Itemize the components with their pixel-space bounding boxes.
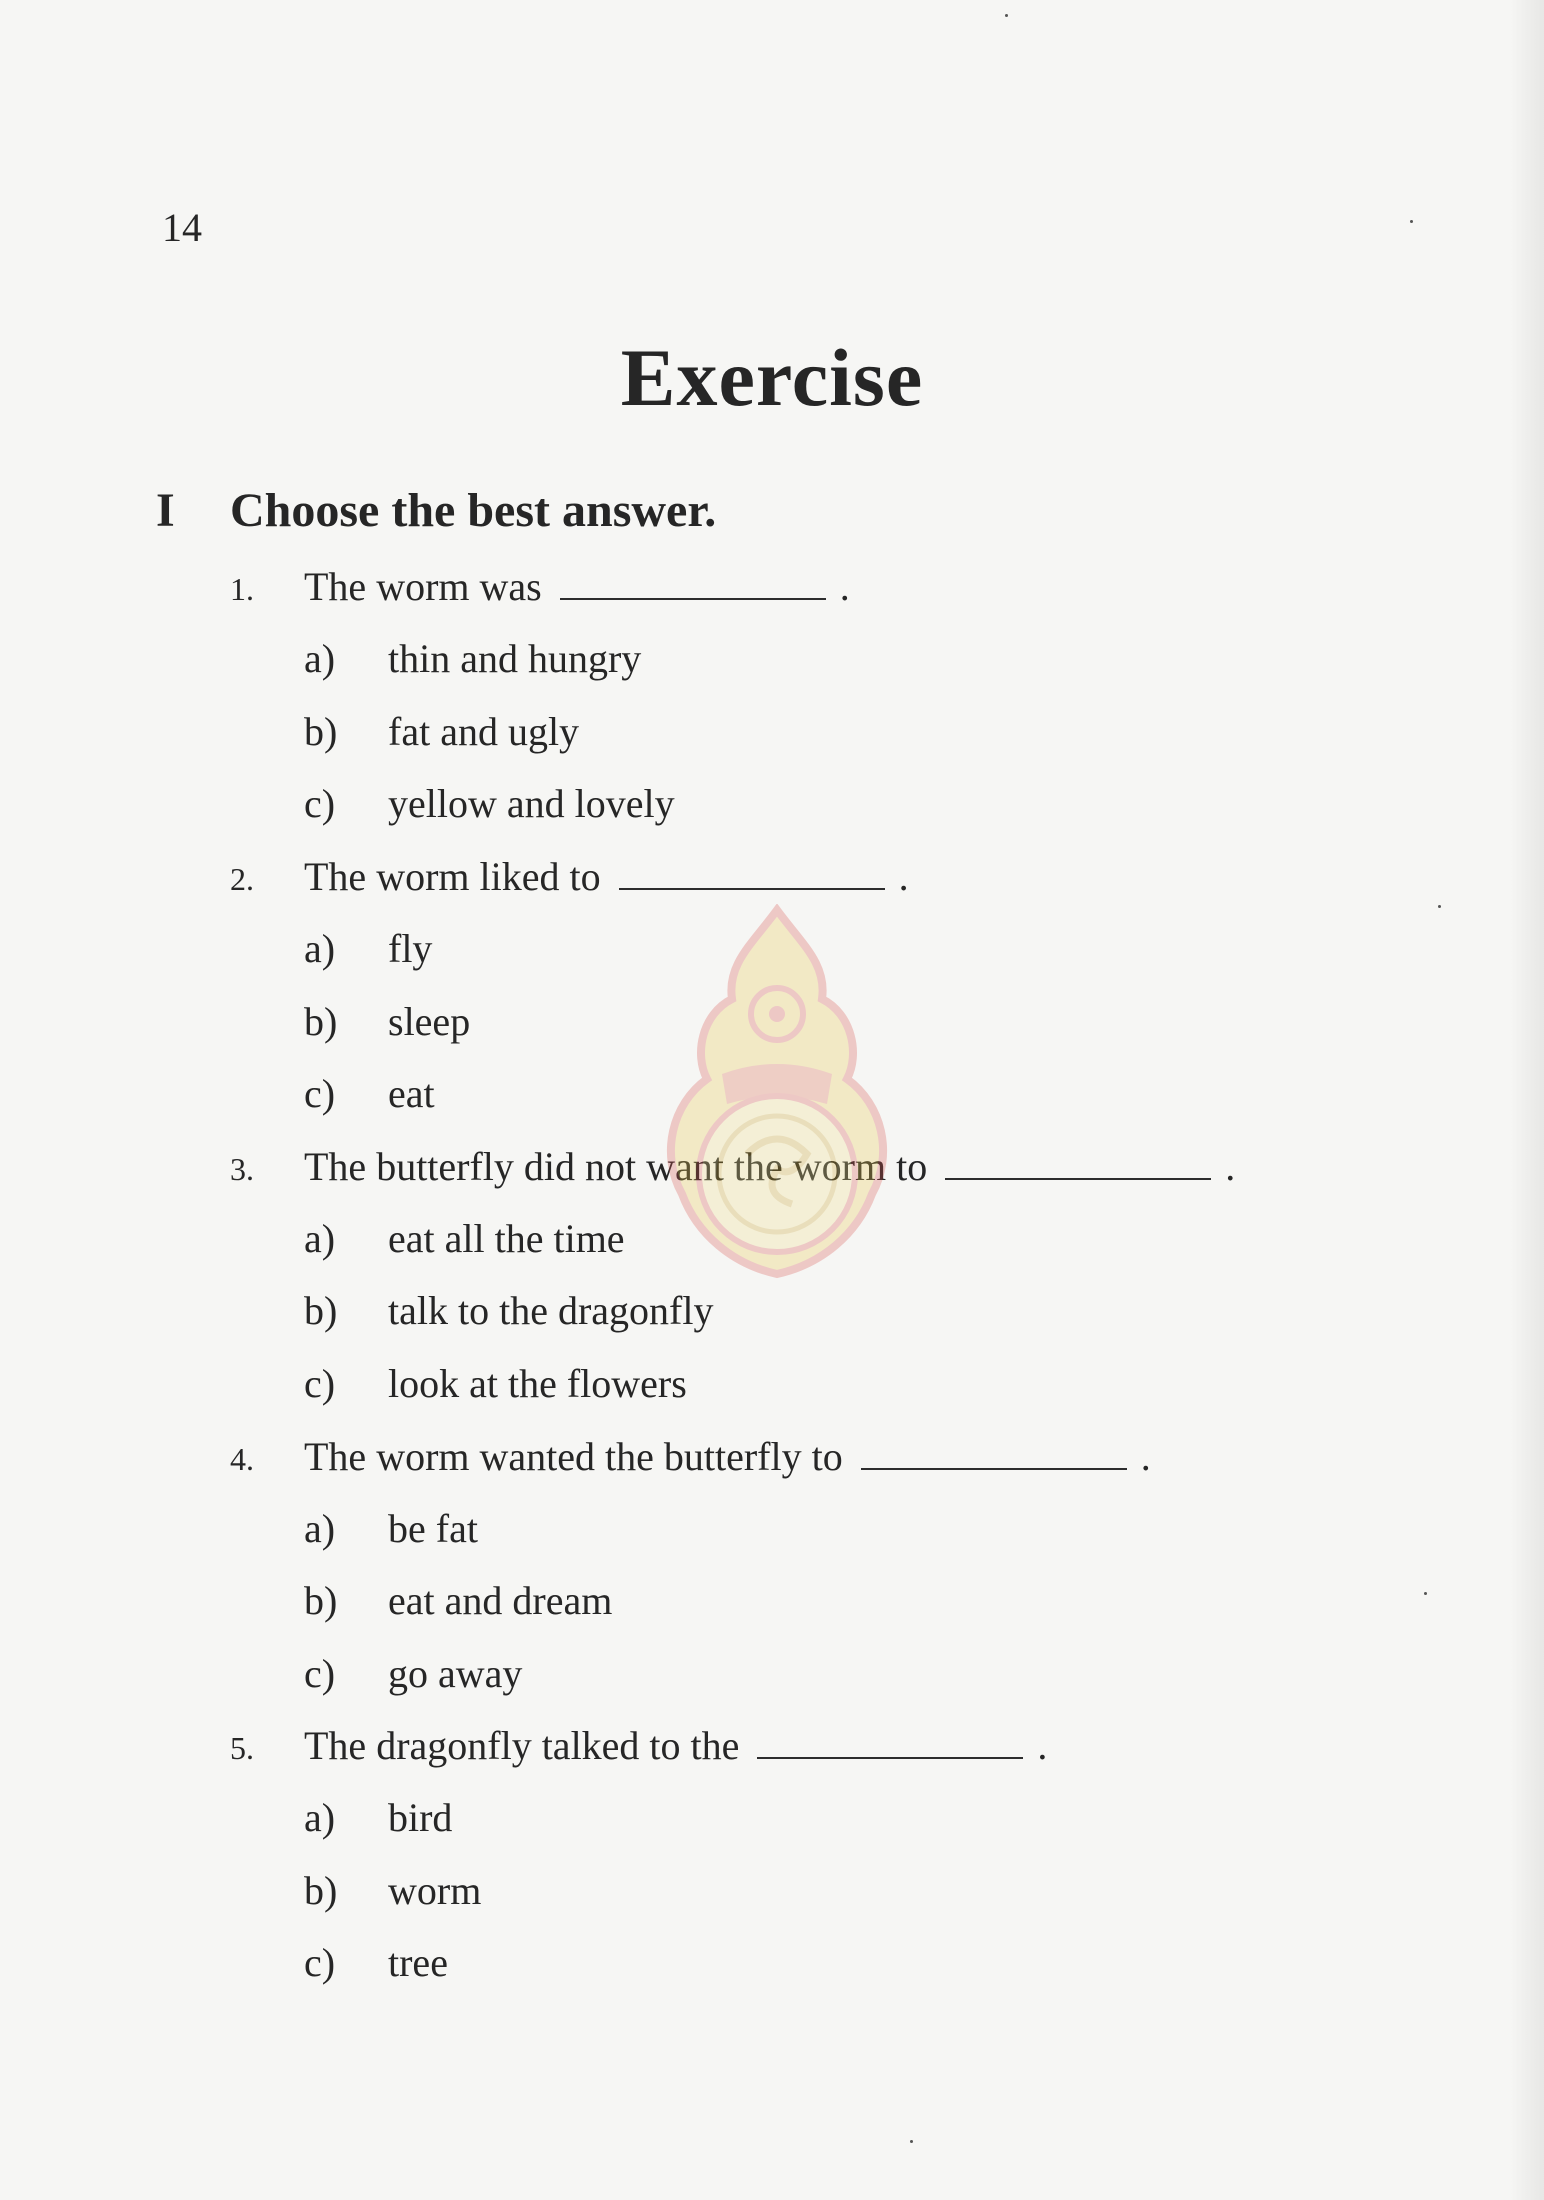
question-end-punctuation: .	[839, 564, 850, 609]
section-heading	[156, 478, 716, 544]
option-letter: b)	[304, 1578, 338, 1623]
option-text: yellow and lovely	[388, 781, 675, 826]
option-letter: a)	[304, 1795, 336, 1840]
option-text: fat and ugly	[388, 709, 580, 754]
option-1b	[304, 705, 579, 759]
question-4	[230, 1430, 1151, 1486]
section-instruction: Choose the best answer.	[230, 484, 717, 537]
scan-speck	[1410, 220, 1413, 223]
option-2c	[304, 1067, 435, 1121]
scan-speck	[910, 2140, 913, 2143]
option-4c	[304, 1647, 522, 1701]
option-text: tree	[388, 1940, 448, 1985]
question-text: The worm wanted the butterfly to	[304, 1434, 843, 1479]
answer-blank	[560, 568, 826, 600]
option-text: be fat	[388, 1506, 478, 1551]
option-text: sleep	[388, 999, 471, 1044]
option-letter: a)	[304, 1506, 336, 1551]
question-text: The worm was	[304, 564, 542, 609]
option-text: eat all the time	[388, 1216, 625, 1261]
page-number: 14	[162, 205, 202, 250]
option-text: fly	[388, 926, 433, 971]
question-end-punctuation: .	[1037, 1723, 1048, 1768]
answer-blank	[861, 1438, 1127, 1470]
answer-blank	[619, 858, 885, 890]
question-end-punctuation: .	[1140, 1434, 1151, 1479]
option-text: look at the flowers	[388, 1361, 687, 1406]
option-letter: a)	[304, 926, 336, 971]
option-letter: b)	[304, 1868, 338, 1913]
option-letter: b)	[304, 709, 338, 754]
option-1a	[304, 632, 641, 686]
option-3a	[304, 1212, 625, 1266]
option-letter: a)	[304, 1216, 336, 1261]
question-text: The worm liked to	[304, 854, 601, 899]
question-number: 4.	[230, 1441, 254, 1477]
option-text: eat	[388, 1071, 435, 1116]
option-text: talk to the dragonfly	[388, 1288, 714, 1333]
option-5a	[304, 1791, 452, 1845]
option-3b	[304, 1284, 713, 1338]
page-title: Exercise	[620, 332, 924, 423]
question-text: The butterfly did not want the worm to	[304, 1144, 928, 1189]
official-seal-icon	[632, 904, 922, 1284]
question-end-punctuation: .	[1225, 1144, 1236, 1189]
option-text: go away	[388, 1651, 523, 1696]
option-letter: c)	[304, 1651, 336, 1696]
option-1c	[304, 777, 675, 831]
question-number: 2.	[230, 861, 254, 897]
question-number: 3.	[230, 1151, 254, 1187]
option-text: worm	[388, 1868, 482, 1913]
scan-speck	[1424, 1592, 1427, 1595]
option-3c	[304, 1357, 687, 1411]
question-end-punctuation: .	[898, 854, 909, 899]
option-letter: b)	[304, 1288, 338, 1333]
option-5c	[304, 1936, 448, 1990]
option-letter: b)	[304, 999, 338, 1044]
answer-blank	[945, 1148, 1211, 1180]
option-4a	[304, 1502, 478, 1556]
option-letter: a)	[304, 636, 336, 681]
option-5b	[304, 1864, 481, 1918]
option-text: thin and hungry	[388, 636, 642, 681]
option-letter: c)	[304, 1940, 336, 1985]
question-5	[230, 1719, 1047, 1775]
option-2b	[304, 995, 470, 1049]
option-letter: c)	[304, 1071, 336, 1116]
question-number: 1.	[230, 571, 254, 607]
question-2	[230, 850, 909, 906]
option-2a	[304, 922, 432, 976]
question-text: The dragonfly talked to the	[304, 1723, 740, 1768]
section-number: I	[156, 484, 175, 537]
option-letter: c)	[304, 1361, 336, 1406]
answer-blank	[757, 1727, 1023, 1759]
option-text: eat and dream	[388, 1578, 613, 1623]
option-text: bird	[388, 1795, 453, 1840]
question-number: 5.	[230, 1730, 254, 1766]
option-4b	[304, 1574, 612, 1628]
scan-speck	[1005, 14, 1008, 17]
question-1	[230, 560, 850, 616]
scan-speck	[1438, 905, 1441, 908]
option-letter: c)	[304, 781, 336, 826]
